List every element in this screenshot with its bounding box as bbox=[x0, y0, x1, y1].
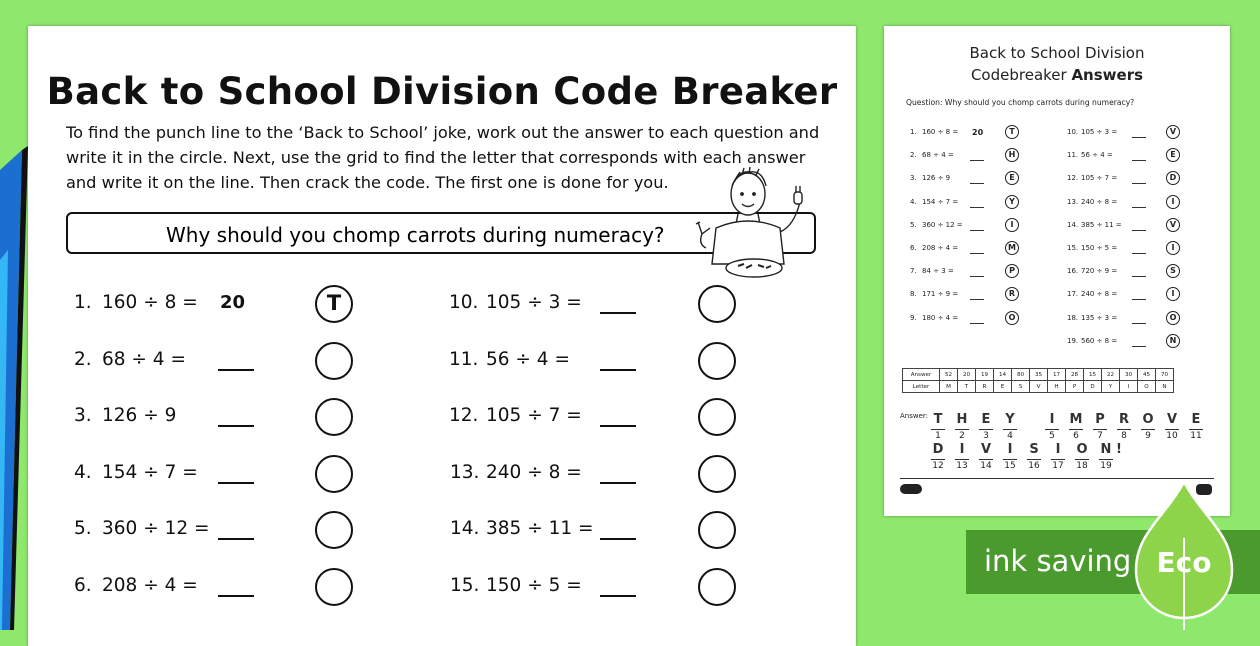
decoded-letter: O bbox=[1076, 442, 1088, 457]
decoded-letter-line bbox=[1093, 429, 1107, 430]
answer-blank-line bbox=[218, 482, 254, 484]
decoded-letter-number: 10 bbox=[1166, 431, 1178, 441]
decoded-letter-number: 12 bbox=[932, 461, 944, 471]
question-expression: 154 ÷ 7 = bbox=[102, 461, 198, 483]
answer-question-number: 1. bbox=[910, 128, 917, 136]
decoded-letter-line bbox=[1165, 429, 1179, 430]
answer-blank-line bbox=[1132, 160, 1146, 161]
decoded-letter-line bbox=[1189, 429, 1203, 430]
question-number: 13. bbox=[450, 461, 480, 483]
decoded-letter: Y bbox=[1005, 412, 1015, 427]
answer-blank-line bbox=[1132, 253, 1146, 254]
decoded-letter-number: 13 bbox=[956, 461, 968, 471]
letter-circle bbox=[315, 511, 353, 549]
decoded-letter-number: 17 bbox=[1052, 461, 1064, 471]
decoded-letter-line bbox=[1069, 429, 1083, 430]
answer-question-number: 18. bbox=[1067, 313, 1079, 322]
grid-answer-cell: 17 bbox=[1048, 369, 1066, 381]
answer-blank-line bbox=[1132, 346, 1146, 347]
decoded-letter-line bbox=[1027, 459, 1041, 460]
decoded-letter-line bbox=[1141, 429, 1155, 430]
answer-blank-line bbox=[600, 482, 636, 484]
decoded-letter: M bbox=[1069, 412, 1083, 427]
decoded-letter-number: 4 bbox=[1007, 431, 1013, 441]
grid-letter-cell: O bbox=[1138, 381, 1156, 393]
answer-blank-line bbox=[218, 425, 254, 427]
decoded-letter-number: 18 bbox=[1076, 461, 1088, 471]
answer-question-expression: 68 ÷ 4 = bbox=[922, 151, 954, 160]
answer-value: 20 bbox=[972, 128, 984, 137]
worksheet-page bbox=[28, 26, 856, 646]
answer-blank-line bbox=[600, 425, 636, 427]
answer-blank-line bbox=[1132, 183, 1146, 184]
answer-question-number: 4. bbox=[910, 197, 917, 206]
answer-question-expression: 56 ÷ 4 = bbox=[1081, 151, 1113, 160]
decoded-letter-line bbox=[979, 429, 993, 430]
eco-label: Eco bbox=[1156, 546, 1212, 579]
grid-answer-cell: 22 bbox=[1102, 369, 1120, 381]
answer-blank-line bbox=[970, 276, 984, 277]
decoded-letter: E bbox=[1191, 412, 1201, 427]
answer-question-expression: 208 ÷ 4 = bbox=[922, 244, 959, 252]
answer-letter-circle: E bbox=[1005, 171, 1019, 185]
grid-answer-cell: 20 bbox=[958, 369, 976, 381]
grid-letter-cell: V bbox=[1030, 381, 1048, 393]
letter-circle bbox=[315, 568, 353, 606]
answer-letter-circle: V bbox=[1166, 218, 1180, 232]
letter-circle bbox=[698, 455, 736, 493]
decoded-letter-line bbox=[1003, 429, 1017, 430]
letter-circle bbox=[698, 285, 736, 323]
grid-answer-cell: 35 bbox=[1030, 369, 1048, 381]
question-expression: 360 ÷ 12 = bbox=[102, 518, 210, 539]
decoded-letter-line bbox=[955, 459, 969, 460]
answer-question-number: 5. bbox=[910, 220, 917, 229]
decoded-letter: S bbox=[1029, 442, 1039, 457]
answer-letter-circle: M bbox=[1005, 241, 1019, 255]
grid-answer-cell: 19 bbox=[976, 369, 994, 381]
letter-circle bbox=[698, 342, 736, 380]
answer-letter-circle: Y bbox=[1005, 195, 1019, 209]
decoded-letter-number: 1 bbox=[935, 431, 941, 441]
answer-question-number: 17. bbox=[1067, 290, 1079, 299]
question-number: 15. bbox=[450, 574, 480, 596]
answer-question-number: 14. bbox=[1067, 220, 1079, 229]
answer-question-number: 9. bbox=[910, 313, 917, 322]
answer-letter-circle: R bbox=[1005, 287, 1019, 301]
decoded-letter-number: 11 bbox=[1190, 431, 1202, 441]
answer-question-expression: 360 ÷ 12 = bbox=[922, 220, 963, 229]
decoded-letter-line bbox=[1117, 429, 1131, 430]
answer-question-number: 11. bbox=[1067, 151, 1079, 160]
answer-letter-circle: V bbox=[1166, 125, 1180, 139]
answer-question-number: 13. bbox=[1067, 197, 1079, 206]
decoded-letter: P bbox=[1095, 412, 1105, 427]
answer-question-number: 12. bbox=[1067, 174, 1079, 183]
answer-letter-circle: T bbox=[1005, 125, 1019, 139]
grid-letter-cell: Y bbox=[1102, 381, 1120, 393]
letter-circle bbox=[698, 568, 736, 606]
answer-blank-line bbox=[218, 538, 254, 540]
decoded-letter-number: 19 bbox=[1100, 461, 1112, 471]
decoded-letter-number: 14 bbox=[980, 461, 992, 471]
grid-letter-cell: N bbox=[1156, 381, 1174, 393]
question-expression: 150 ÷ 5 = bbox=[486, 574, 582, 596]
answer-question-expression: 240 ÷ 8 = bbox=[1081, 197, 1118, 206]
grid-answer-cell: 80 bbox=[1012, 369, 1030, 381]
question-number: 11. bbox=[449, 348, 479, 370]
question-number: 6. bbox=[74, 574, 92, 596]
answer-letter-circle: E bbox=[1166, 148, 1180, 162]
answer-letter-circle: I bbox=[1166, 287, 1180, 301]
answer-blank-line bbox=[970, 299, 984, 300]
decoded-letter-line bbox=[931, 459, 945, 460]
decoded-letter-number: 3 bbox=[983, 431, 989, 441]
answer-question-expression: 126 ÷ 9 bbox=[922, 174, 951, 183]
answer-blank-line bbox=[600, 312, 636, 314]
answer-blank-line bbox=[600, 369, 636, 371]
answer-question-number: 2. bbox=[910, 151, 917, 160]
answer-letter-circle: S bbox=[1166, 264, 1180, 278]
grid-answer-cell: 14 bbox=[994, 369, 1012, 381]
answer-question-number: 7. bbox=[910, 267, 917, 276]
grid-answer-cell: 45 bbox=[1138, 369, 1156, 381]
answer-blank-line bbox=[970, 160, 984, 161]
answer-question-expression: 150 ÷ 5 = bbox=[1081, 244, 1118, 252]
grid-letter-cell: M bbox=[940, 381, 958, 393]
grid-letter-cell: T bbox=[958, 381, 976, 393]
answer-letter-circle: P bbox=[1005, 264, 1019, 278]
answer-question-expression: 105 ÷ 7 = bbox=[1081, 174, 1118, 183]
grid-answer-cell: 28 bbox=[1066, 369, 1084, 381]
decoded-letter-number: 9 bbox=[1145, 431, 1151, 441]
question-expression: 240 ÷ 8 = bbox=[486, 461, 582, 483]
question-expression: 105 ÷ 7 = bbox=[486, 405, 582, 426]
decoded-letter-line bbox=[1075, 459, 1089, 460]
answer-question-expression: 171 ÷ 9 = bbox=[922, 290, 959, 299]
answers-question: Question: Why should you chomp carrots during numeracy? bbox=[906, 98, 1135, 107]
answer-question-expression: 160 ÷ 8 = bbox=[922, 128, 959, 136]
grid-letter-cell: P bbox=[1066, 381, 1084, 393]
answer-question-expression: 84 ÷ 3 = bbox=[922, 267, 954, 276]
joke-question: Why should you chomp carrots during numeracy? bbox=[166, 223, 665, 247]
decoded-letter-number: 5 bbox=[1049, 431, 1055, 441]
letter-circle bbox=[698, 398, 736, 436]
answer-question-number: 15. bbox=[1067, 244, 1079, 252]
answer-blank-line bbox=[970, 323, 984, 324]
letter-circle: T bbox=[315, 285, 353, 323]
boy-eating-illustration bbox=[676, 164, 836, 282]
decoded-letter-line bbox=[979, 459, 993, 460]
decoded-letter: D bbox=[932, 442, 944, 457]
decoded-letter-line bbox=[955, 429, 969, 430]
grid-answer-cell: 52 bbox=[940, 369, 958, 381]
answer-question-number: 19. bbox=[1067, 336, 1079, 345]
grid-letter-cell: S bbox=[1012, 381, 1030, 393]
answer-blank-line bbox=[218, 369, 254, 371]
answer-blank-line bbox=[1132, 137, 1146, 138]
question-expression: 208 ÷ 4 = bbox=[102, 574, 198, 596]
answer-letter-circle: N bbox=[1166, 334, 1180, 348]
question-number: 2. bbox=[74, 348, 92, 370]
twinkl-logo-icon bbox=[900, 484, 922, 494]
decoded-letter: N bbox=[1100, 442, 1112, 457]
answer-blank-line bbox=[1132, 276, 1146, 277]
decoded-letter: I bbox=[959, 442, 965, 457]
grid-letter-cell: E bbox=[994, 381, 1012, 393]
answer-blank-line bbox=[1132, 323, 1146, 324]
decoded-letter-line bbox=[1045, 429, 1059, 430]
decoded-letter-line bbox=[1003, 459, 1017, 460]
answer-question-number: 3. bbox=[910, 174, 917, 183]
answer-letter-circle: I bbox=[1166, 195, 1180, 209]
answer-blank-line bbox=[970, 207, 984, 208]
decoded-letter: I bbox=[1055, 442, 1061, 457]
decoded-letter-line bbox=[931, 429, 945, 430]
grid-answer-cell: 30 bbox=[1120, 369, 1138, 381]
decoded-letter-line bbox=[1051, 459, 1065, 460]
answer-question-expression: 154 ÷ 7 = bbox=[922, 197, 959, 206]
question-expression: 160 ÷ 8 = bbox=[102, 292, 198, 313]
question-expression: 56 ÷ 4 = bbox=[486, 348, 570, 370]
question-number: 12. bbox=[449, 405, 479, 426]
answer-letter-circle: O bbox=[1166, 311, 1180, 325]
letter-circle bbox=[698, 511, 736, 549]
question-number: 14. bbox=[450, 518, 480, 539]
worksheet-instructions: To find the punch line to the ‘Back to School’ joke, work out the answer to each question and write it in the circle. Next, use the grid to find the letter that corresponds with each answer and write it on the line. Then crack the code. The first one is done for you. bbox=[66, 123, 820, 192]
answer-question-number: 16. bbox=[1067, 267, 1079, 276]
decoded-letter-line bbox=[1099, 459, 1113, 460]
answers-title-line2: Codebreaker Answers bbox=[970, 66, 1144, 84]
answer-letter-circle: I bbox=[1166, 241, 1180, 255]
answer-question-number: 10. bbox=[1067, 128, 1079, 136]
decoded-letter-number: 6 bbox=[1073, 431, 1079, 441]
decoded-letter: R bbox=[1118, 412, 1129, 427]
answer-blank-line bbox=[1132, 230, 1146, 231]
question-number: 1. bbox=[74, 292, 92, 313]
grid-letter-cell: I bbox=[1120, 381, 1138, 393]
answer-blank-line bbox=[600, 595, 636, 597]
answer-blank-line bbox=[970, 183, 984, 184]
answer-question-expression: 720 ÷ 9 = bbox=[1081, 267, 1118, 276]
decoded-letter: V bbox=[980, 442, 992, 457]
decoded-letter: I bbox=[1049, 412, 1055, 427]
question-expression: 68 ÷ 4 = bbox=[102, 348, 186, 370]
grid-letter-cell: R bbox=[976, 381, 994, 393]
question-answer: 20 bbox=[220, 292, 246, 313]
answer-question-expression: 180 ÷ 4 = bbox=[922, 313, 959, 322]
answer-question-number: 8. bbox=[910, 290, 917, 299]
question-number: 5. bbox=[74, 518, 92, 539]
eco-leaf-icon bbox=[1120, 478, 1260, 630]
question-number: 10. bbox=[449, 292, 479, 313]
question-expression: 385 ÷ 11 = bbox=[486, 518, 594, 539]
grid-letter-label: Letter bbox=[903, 381, 940, 393]
answer-blank-line bbox=[1132, 207, 1146, 208]
answer-blank-line bbox=[970, 253, 984, 254]
answer-blank-line bbox=[1132, 299, 1146, 300]
letter-circle bbox=[315, 398, 353, 436]
decoded-letter-number: 16 bbox=[1028, 461, 1040, 471]
answer-blank-line bbox=[218, 595, 254, 597]
grid-answer-cell: 15 bbox=[1084, 369, 1102, 381]
letter-circle bbox=[315, 342, 353, 380]
answer-question-expression: 135 ÷ 3 = bbox=[1081, 313, 1118, 322]
decoded-letter: I bbox=[1007, 442, 1013, 457]
decoded-letter: H bbox=[956, 412, 968, 427]
answer-letter-circle: D bbox=[1166, 171, 1180, 185]
ink-saving-label: ink saving bbox=[984, 544, 1132, 578]
decoded-letter-number: 15 bbox=[1004, 461, 1016, 471]
decoded-letter: V bbox=[1166, 412, 1178, 427]
answers-preview-page bbox=[884, 26, 1230, 516]
decoded-letter-number: 8 bbox=[1121, 431, 1127, 441]
answers-title-line1: Back to School Division bbox=[969, 44, 1145, 62]
letter-circle bbox=[315, 455, 353, 493]
question-number: 3. bbox=[74, 405, 92, 426]
answer-label: Answer: bbox=[900, 412, 929, 420]
exclamation-mark: ! bbox=[1116, 442, 1122, 457]
answer-blank-line bbox=[600, 538, 636, 540]
answer-blank-line bbox=[970, 230, 984, 231]
answer-question-number: 6. bbox=[910, 244, 917, 252]
answer-letter-circle: I bbox=[1005, 218, 1019, 232]
grid-answer-cell: 70 bbox=[1156, 369, 1174, 381]
decoded-letter-number: 7 bbox=[1097, 431, 1103, 441]
grid-letter-cell: H bbox=[1048, 381, 1066, 393]
answer-question-expression: 105 ÷ 3 = bbox=[1081, 128, 1118, 136]
decoded-letter: E bbox=[981, 412, 991, 427]
grid-answer-label: Answer bbox=[903, 369, 940, 381]
question-expression: 126 ÷ 9 bbox=[102, 405, 177, 426]
answer-letter-circle: O bbox=[1005, 311, 1019, 325]
answer-letter-grid bbox=[902, 368, 1174, 393]
answer-question-expression: 560 ÷ 8 = bbox=[1081, 336, 1118, 345]
decoded-letter-number: 2 bbox=[959, 431, 965, 441]
worksheet-title: Back to School Division Code Breaker bbox=[46, 70, 838, 113]
grid-letter-cell: D bbox=[1084, 381, 1102, 393]
answer-question-expression: 385 ÷ 11 = bbox=[1081, 220, 1122, 229]
question-number: 4. bbox=[74, 461, 92, 483]
decoded-letter: T bbox=[933, 412, 943, 427]
question-expression: 105 ÷ 3 = bbox=[486, 292, 582, 313]
answer-letter-circle: H bbox=[1005, 148, 1019, 162]
answer-question-expression: 240 ÷ 8 = bbox=[1081, 290, 1118, 299]
decoded-letter: O bbox=[1142, 412, 1154, 427]
